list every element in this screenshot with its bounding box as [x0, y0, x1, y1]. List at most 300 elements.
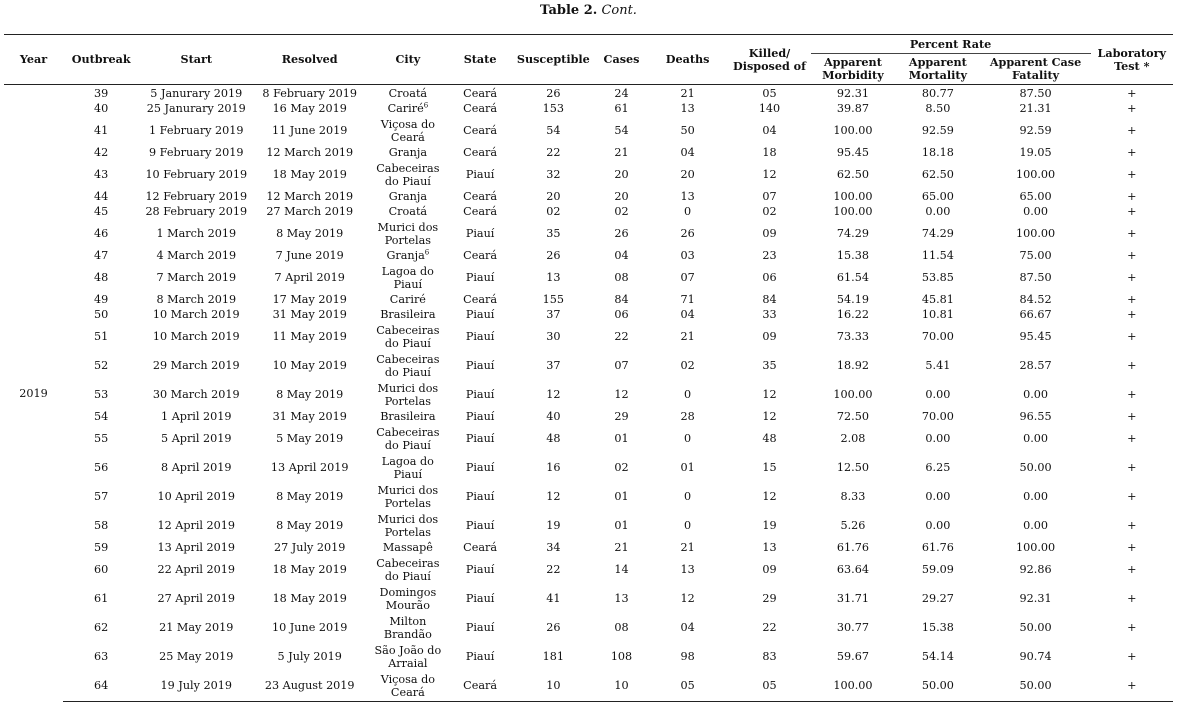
cell-outbreak: 60	[94, 563, 109, 577]
table-row	[4, 293, 1173, 308]
cell-start: 21 May 2019	[159, 621, 234, 635]
cell-state: Piauí	[465, 271, 495, 285]
cell-city	[366, 308, 449, 323]
cell-outbreak: 49	[94, 293, 109, 307]
cell-cases: 20	[614, 168, 629, 182]
cell-mortality: 0.00	[925, 205, 951, 219]
cell-morbidity: 100.00	[811, 672, 895, 702]
cell-start: 30 March 2019	[152, 388, 240, 402]
table-row	[4, 614, 1173, 643]
cell-resolved: 11 June 2019	[272, 124, 348, 138]
cell-city	[366, 249, 449, 264]
header-resolved: Resolved	[253, 35, 366, 85]
cell-state: Ceará	[463, 87, 498, 101]
cell-mortality: 6.25	[925, 461, 951, 475]
table-row	[4, 323, 1173, 352]
cell-killed: 12	[762, 410, 777, 424]
cell-susceptible: 34	[546, 541, 561, 555]
cell-lab: +	[1127, 271, 1137, 285]
cell-resolved: 31 May 2019	[272, 410, 347, 424]
cell-city-name: Granja	[386, 249, 425, 263]
cell-fatality: 0.00	[1023, 490, 1048, 504]
cell-fatality: 100.00	[1015, 227, 1056, 241]
header-mortality: Apparent Mortality	[895, 54, 980, 85]
table-row	[4, 454, 1173, 483]
cell-deaths: 71	[680, 293, 695, 307]
cell-fatality: 87.50	[1019, 271, 1052, 285]
cell-fatality: 0.00	[1023, 205, 1048, 219]
cell-outbreak: 59	[94, 541, 109, 555]
cell-city	[366, 293, 449, 308]
cell-cases: 21	[614, 541, 629, 555]
cell-resolved: 8 May 2019	[276, 227, 344, 241]
cell-mortality: 15.38	[921, 621, 954, 635]
table-row	[4, 643, 1173, 672]
cell-cases: 06	[614, 308, 629, 322]
cell-city	[366, 146, 449, 161]
header-killed: Killed/ Disposed of	[728, 35, 810, 85]
cell-state: Ceará	[463, 190, 498, 204]
table-row	[4, 352, 1173, 381]
cell-start: 25 May 2019	[159, 650, 234, 664]
cell-city	[366, 381, 449, 410]
cell-fatality: 95.45	[1019, 330, 1052, 344]
cell-city	[366, 512, 449, 541]
cell-fatality: 66.67	[1019, 308, 1052, 322]
cell-city	[366, 454, 449, 483]
cell-susceptible: 48	[546, 432, 561, 446]
cell-cases: 01	[614, 519, 629, 533]
cell-susceptible: 12	[546, 490, 561, 504]
cell-outbreak: 58	[94, 519, 109, 533]
cell-outbreak: 62	[94, 621, 109, 635]
cell-killed: 23	[762, 249, 777, 263]
cell-outbreak: 51	[94, 330, 109, 344]
table-row	[4, 483, 1173, 512]
cell-city-name: Murici dos Portelas	[377, 484, 439, 510]
cell-fatality: 21.31	[1019, 102, 1052, 116]
cell-state: Piauí	[465, 461, 495, 475]
cell-outbreak: 57	[94, 490, 109, 504]
cell-deaths: 07	[680, 271, 695, 285]
cell-city	[366, 264, 449, 293]
cell-city-name: Cariré	[389, 293, 426, 307]
cell-susceptible: 153	[542, 102, 565, 116]
cell-morbidity: 16.22	[836, 308, 869, 322]
cell-state: Piauí	[465, 359, 495, 373]
cell-city-name: Granja	[388, 146, 428, 160]
cell-deaths: 03	[680, 249, 695, 263]
cell-city	[366, 205, 449, 220]
cell-fatality: 50.00	[1019, 461, 1052, 475]
header-city: City	[366, 35, 449, 85]
cell-mortality: 74.29	[921, 227, 954, 241]
cell-resolved: 8 May 2019	[276, 519, 344, 533]
cell-deaths: 04	[680, 308, 695, 322]
cell-morbidity: 61.76	[836, 541, 869, 555]
cell-state: Piauí	[465, 519, 495, 533]
cell-fatality: 0.00	[1023, 519, 1048, 533]
cell-city	[366, 190, 449, 205]
cell-mortality: 54.14	[921, 650, 954, 664]
header-lab-test: Laboratory Test *	[1091, 35, 1174, 85]
cell-killed: 140	[758, 102, 781, 116]
cell-lab: +	[1127, 330, 1137, 344]
cell-cases: 26	[614, 227, 629, 241]
cell-resolved: 7 April 2019	[274, 271, 345, 285]
cell-deaths: 04	[680, 621, 695, 635]
cell-morbidity: 30.77	[836, 621, 869, 635]
cell-city	[366, 323, 449, 352]
cell-outbreak: 64	[63, 672, 139, 702]
table-row	[4, 672, 1173, 702]
cell-morbidity: 74.29	[836, 227, 869, 241]
cell-susceptible: 22	[546, 563, 561, 577]
cell-resolved: 8 May 2019	[276, 388, 344, 402]
cell-morbidity: 54.19	[836, 293, 869, 307]
table-row	[4, 541, 1173, 556]
cell-deaths: 21	[680, 87, 695, 101]
cell-city-name: Cabeceiras do Piauí	[376, 353, 440, 379]
cell-resolved: 17 May 2019	[272, 293, 347, 307]
cell-start: 8 March 2019	[156, 293, 237, 307]
cell-city-name: Viçosa do Ceará	[380, 118, 436, 144]
cell-cases: 20	[614, 190, 629, 204]
cell-killed: 07	[762, 190, 777, 204]
table-row	[4, 425, 1173, 454]
cell-start: 12 February 2019	[145, 190, 248, 204]
cell-resolved: 11 May 2019	[272, 330, 347, 344]
cell-killed: 09	[762, 227, 777, 241]
cell-deaths: 21	[680, 541, 695, 555]
cell-state: Ceará	[463, 541, 498, 555]
cell-state: Piauí	[465, 168, 495, 182]
cell-killed: 05	[762, 87, 777, 101]
cell-resolved: 31 May 2019	[272, 308, 347, 322]
cell-start: 10 March 2019	[152, 308, 240, 322]
cell-killed: 04	[762, 124, 777, 138]
cell-susceptible: 22	[546, 146, 561, 160]
cell-fatality: 92.31	[1019, 592, 1052, 606]
cell-deaths: 21	[680, 330, 695, 344]
cell-fatality: 84.52	[1019, 293, 1052, 307]
cell-morbidity: 100.00	[833, 205, 873, 219]
cell-cases: 54	[614, 124, 629, 138]
cell-start: 9 February 2019	[149, 146, 244, 160]
cell-fatality: 96.55	[1019, 410, 1052, 424]
cell-susceptible: 02	[546, 205, 561, 219]
cell-lab: +	[1127, 190, 1137, 204]
table-row	[4, 85, 1173, 103]
cell-cases: 04	[614, 249, 629, 263]
cell-city-name: Murici dos Portelas	[377, 382, 439, 408]
cell-city	[366, 541, 449, 556]
cell-susceptible: 30	[546, 330, 561, 344]
cell-killed: 15	[762, 461, 777, 475]
cell-deaths: 0	[684, 205, 692, 219]
table-row	[4, 161, 1173, 190]
table-row	[4, 410, 1173, 425]
cell-resolved: 8 May 2019	[276, 490, 344, 504]
cell-start: 8 April 2019	[161, 461, 232, 475]
cell-outbreak: 44	[94, 190, 109, 204]
cell-city-name: Murici dos Portelas	[377, 513, 439, 539]
cell-resolved: 23 August 2019	[253, 672, 366, 702]
header-morbidity: Apparent Morbidity	[811, 54, 895, 85]
cell-lab: +	[1127, 592, 1137, 606]
cell-mortality: 29.27	[921, 592, 954, 606]
cell-morbidity: 73.33	[836, 330, 869, 344]
cell-fatality: 100.00	[1015, 541, 1056, 555]
cell-deaths: 0	[684, 519, 692, 533]
cell-killed: 18	[762, 146, 777, 160]
cell-start: 19 July 2019	[139, 672, 253, 702]
cell-susceptible: 20	[546, 190, 561, 204]
cell-cases: 108	[610, 650, 633, 664]
cell-mortality: 61.76	[921, 541, 954, 555]
cell-state: Piauí	[465, 592, 495, 606]
cell-lab: +	[1127, 102, 1137, 116]
cell-lab: +	[1127, 432, 1137, 446]
cell-state: Piauí	[465, 227, 495, 241]
cell-lab: +	[1127, 168, 1137, 182]
footnote-marker: 6	[423, 101, 429, 110]
cell-mortality: 0.00	[925, 388, 951, 402]
table-row	[4, 585, 1173, 614]
header-cases: Cases	[596, 35, 647, 85]
cell-state: Piauí	[465, 308, 495, 322]
cell-start: 29 March 2019	[152, 359, 240, 373]
caption-cont: Cont.	[601, 3, 637, 18]
cell-resolved: 5 July 2019	[277, 650, 342, 664]
cell-cases: 13	[614, 592, 629, 606]
cell-mortality: 80.77	[921, 87, 954, 101]
cell-outbreak: 61	[94, 592, 109, 606]
cell-start: 13 April 2019	[157, 541, 236, 555]
cell-cases: 02	[614, 461, 629, 475]
cell-mortality: 0.00	[925, 432, 951, 446]
cell-city-name: Massapê	[382, 541, 433, 555]
cell-mortality: 70.00	[921, 330, 954, 344]
cell-susceptible: 10	[511, 672, 596, 702]
cell-deaths: 26	[680, 227, 695, 241]
cell-fatality: 100.00	[1015, 168, 1056, 182]
cell-start: 1 February 2019	[149, 124, 244, 138]
cell-city	[366, 643, 449, 672]
cell-city-name: Croatá	[388, 87, 428, 101]
cell-susceptible: 16	[546, 461, 561, 475]
cell-susceptible: 41	[546, 592, 561, 606]
cell-city-name: Cabeceiras do Piauí	[376, 557, 440, 583]
cell-morbidity: 31.71	[836, 592, 869, 606]
cell-mortality: 70.00	[921, 410, 954, 424]
cell-city	[366, 117, 449, 146]
cell-city-name: Viçosa do Ceará	[380, 673, 436, 699]
cell-killed: 12	[762, 168, 777, 182]
cell-resolved: 18 May 2019	[272, 563, 347, 577]
cell-susceptible: 37	[546, 359, 561, 373]
table-row	[4, 381, 1173, 410]
cell-morbidity: 100.00	[833, 124, 873, 138]
cell-fatality: 0.00	[1023, 432, 1048, 446]
cell-city	[366, 352, 449, 381]
cell-mortality: 92.59	[921, 124, 954, 138]
cell-outbreak: 48	[94, 271, 109, 285]
cell-cases: 08	[614, 271, 629, 285]
cell-deaths: 12	[680, 592, 695, 606]
cell-outbreak: 54	[94, 410, 109, 424]
cell-lab: +	[1127, 359, 1137, 373]
cell-mortality: 0.00	[925, 490, 951, 504]
cell-susceptible: 155	[542, 293, 565, 307]
cell-lab: +	[1127, 388, 1137, 402]
header-susceptible: Susceptible	[511, 35, 596, 85]
cell-susceptible: 26	[546, 249, 561, 263]
cell-city	[366, 410, 449, 425]
cell-state: Piauí	[465, 563, 495, 577]
cell-killed: 19	[762, 519, 777, 533]
cell-state: Ceará	[450, 672, 511, 702]
cell-fatality: 87.50	[1019, 87, 1052, 101]
cell-city	[366, 556, 449, 585]
cell-city	[366, 102, 449, 117]
footnote-marker: 6	[424, 248, 430, 257]
cell-deaths: 13	[680, 102, 695, 116]
cell-city-name: Brasileira	[380, 308, 436, 322]
cell-susceptible: 26	[546, 621, 561, 635]
cell-resolved: 27 March 2019	[266, 205, 354, 219]
cell-morbidity: 12.50	[836, 461, 869, 475]
cell-resolved: 12 March 2019	[266, 146, 354, 160]
cell-lab: +	[1127, 227, 1137, 241]
table-row	[4, 308, 1173, 323]
cell-killed: 83	[762, 650, 777, 664]
cell-deaths: 0	[684, 388, 692, 402]
cell-state: Ceará	[463, 124, 498, 138]
cell-state: Piauí	[465, 388, 495, 402]
cell-outbreak: 63	[94, 650, 109, 664]
cell-start: 5 Janurary 2019	[150, 87, 243, 101]
table-row	[4, 146, 1173, 161]
cell-state: Ceará	[463, 249, 498, 263]
cell-city-name: Cabeceiras do Piauí	[376, 324, 440, 350]
cell-start: 5 April 2019	[161, 432, 232, 446]
table-row	[4, 264, 1173, 293]
cell-city	[366, 425, 449, 454]
cell-outbreak: 55	[94, 432, 109, 446]
cell-killed: 12	[762, 388, 777, 402]
cell-resolved: 5 May 2019	[276, 432, 344, 446]
cell-cases: 22	[614, 330, 629, 344]
cell-cases: 14	[614, 563, 629, 577]
cell-city-name: Lagoa do Piauí	[381, 265, 434, 291]
cell-city	[366, 483, 449, 512]
cell-morbidity: 72.50	[836, 410, 869, 424]
cell-resolved: 7 June 2019	[275, 249, 344, 263]
cell-city	[366, 220, 449, 249]
cell-susceptible: 37	[546, 308, 561, 322]
cell-lab: +	[1091, 672, 1174, 702]
cell-deaths: 20	[680, 168, 695, 182]
cell-mortality: 0.00	[925, 519, 951, 533]
table-row	[4, 205, 1173, 220]
cell-killed: 02	[762, 205, 777, 219]
table-row	[4, 556, 1173, 585]
cell-lab: +	[1127, 519, 1137, 533]
cell-city-name: Lagoa do Piauí	[381, 455, 434, 481]
cell-mortality: 5.41	[925, 359, 951, 373]
cell-susceptible: 19	[546, 519, 561, 533]
cell-state: Piauí	[465, 650, 495, 664]
cell-city	[366, 585, 449, 614]
cell-start: 22 April 2019	[157, 563, 236, 577]
cell-fatality: 75.00	[1019, 249, 1052, 263]
cell-deaths: 0	[684, 432, 692, 446]
cell-mortality: 50.00	[895, 672, 980, 702]
cell-city-name: Murici dos Portelas	[377, 221, 439, 247]
cell-killed: 35	[762, 359, 777, 373]
cell-state: Ceará	[463, 293, 498, 307]
cell-morbidity: 39.87	[836, 102, 869, 116]
cell-susceptible: 32	[546, 168, 561, 182]
table-body	[4, 85, 1173, 702]
cell-outbreak: 41	[94, 124, 109, 138]
header-start: Start	[139, 35, 253, 85]
cell-state: Piauí	[465, 432, 495, 446]
cell-lab: +	[1127, 650, 1137, 664]
cell-fatality: 19.05	[1019, 146, 1052, 160]
cell-morbidity: 95.45	[836, 146, 869, 160]
cell-outbreak: 42	[94, 146, 109, 160]
cell-state: Ceará	[463, 146, 498, 160]
cell-resolved: 8 February 2019	[262, 87, 357, 101]
cell-deaths: 01	[680, 461, 695, 475]
cell-fatality: 28.57	[1019, 359, 1052, 373]
header-percent-rate: Percent Rate	[811, 35, 1091, 54]
cell-city-name: Croatá	[388, 205, 428, 219]
cell-start: 28 February 2019	[145, 205, 248, 219]
cell-fatality: 65.00	[1019, 190, 1052, 204]
cell-deaths: 98	[680, 650, 695, 664]
cell-killed: 48	[762, 432, 777, 446]
cell-outbreak: 46	[94, 227, 109, 241]
cell-lab: +	[1127, 308, 1137, 322]
cell-resolved: 16 May 2019	[272, 102, 347, 116]
table-row	[4, 117, 1173, 146]
table-row	[4, 190, 1173, 205]
table-row	[4, 512, 1173, 541]
caption-label: Table 2.	[540, 3, 598, 18]
cell-morbidity: 15.38	[836, 249, 869, 263]
cell-resolved: 18 May 2019	[272, 592, 347, 606]
cell-start: 10 February 2019	[145, 168, 248, 182]
cell-cases: 61	[614, 102, 629, 116]
cell-killed: 33	[762, 308, 777, 322]
header-deaths: Deaths	[647, 35, 728, 85]
cell-killed: 06	[762, 271, 777, 285]
cell-resolved: 13 April 2019	[270, 461, 349, 475]
cell-state: Ceará	[463, 102, 498, 116]
cell-mortality: 53.85	[921, 271, 954, 285]
cell-morbidity: 8.33	[840, 490, 866, 504]
cell-deaths: 04	[680, 146, 695, 160]
cell-cases: 02	[614, 205, 629, 219]
cell-city	[366, 672, 449, 702]
cell-fatality: 50.00	[981, 672, 1091, 702]
cell-cases: 01	[614, 432, 629, 446]
cell-lab: +	[1127, 410, 1137, 424]
cell-resolved: 12 March 2019	[266, 190, 354, 204]
